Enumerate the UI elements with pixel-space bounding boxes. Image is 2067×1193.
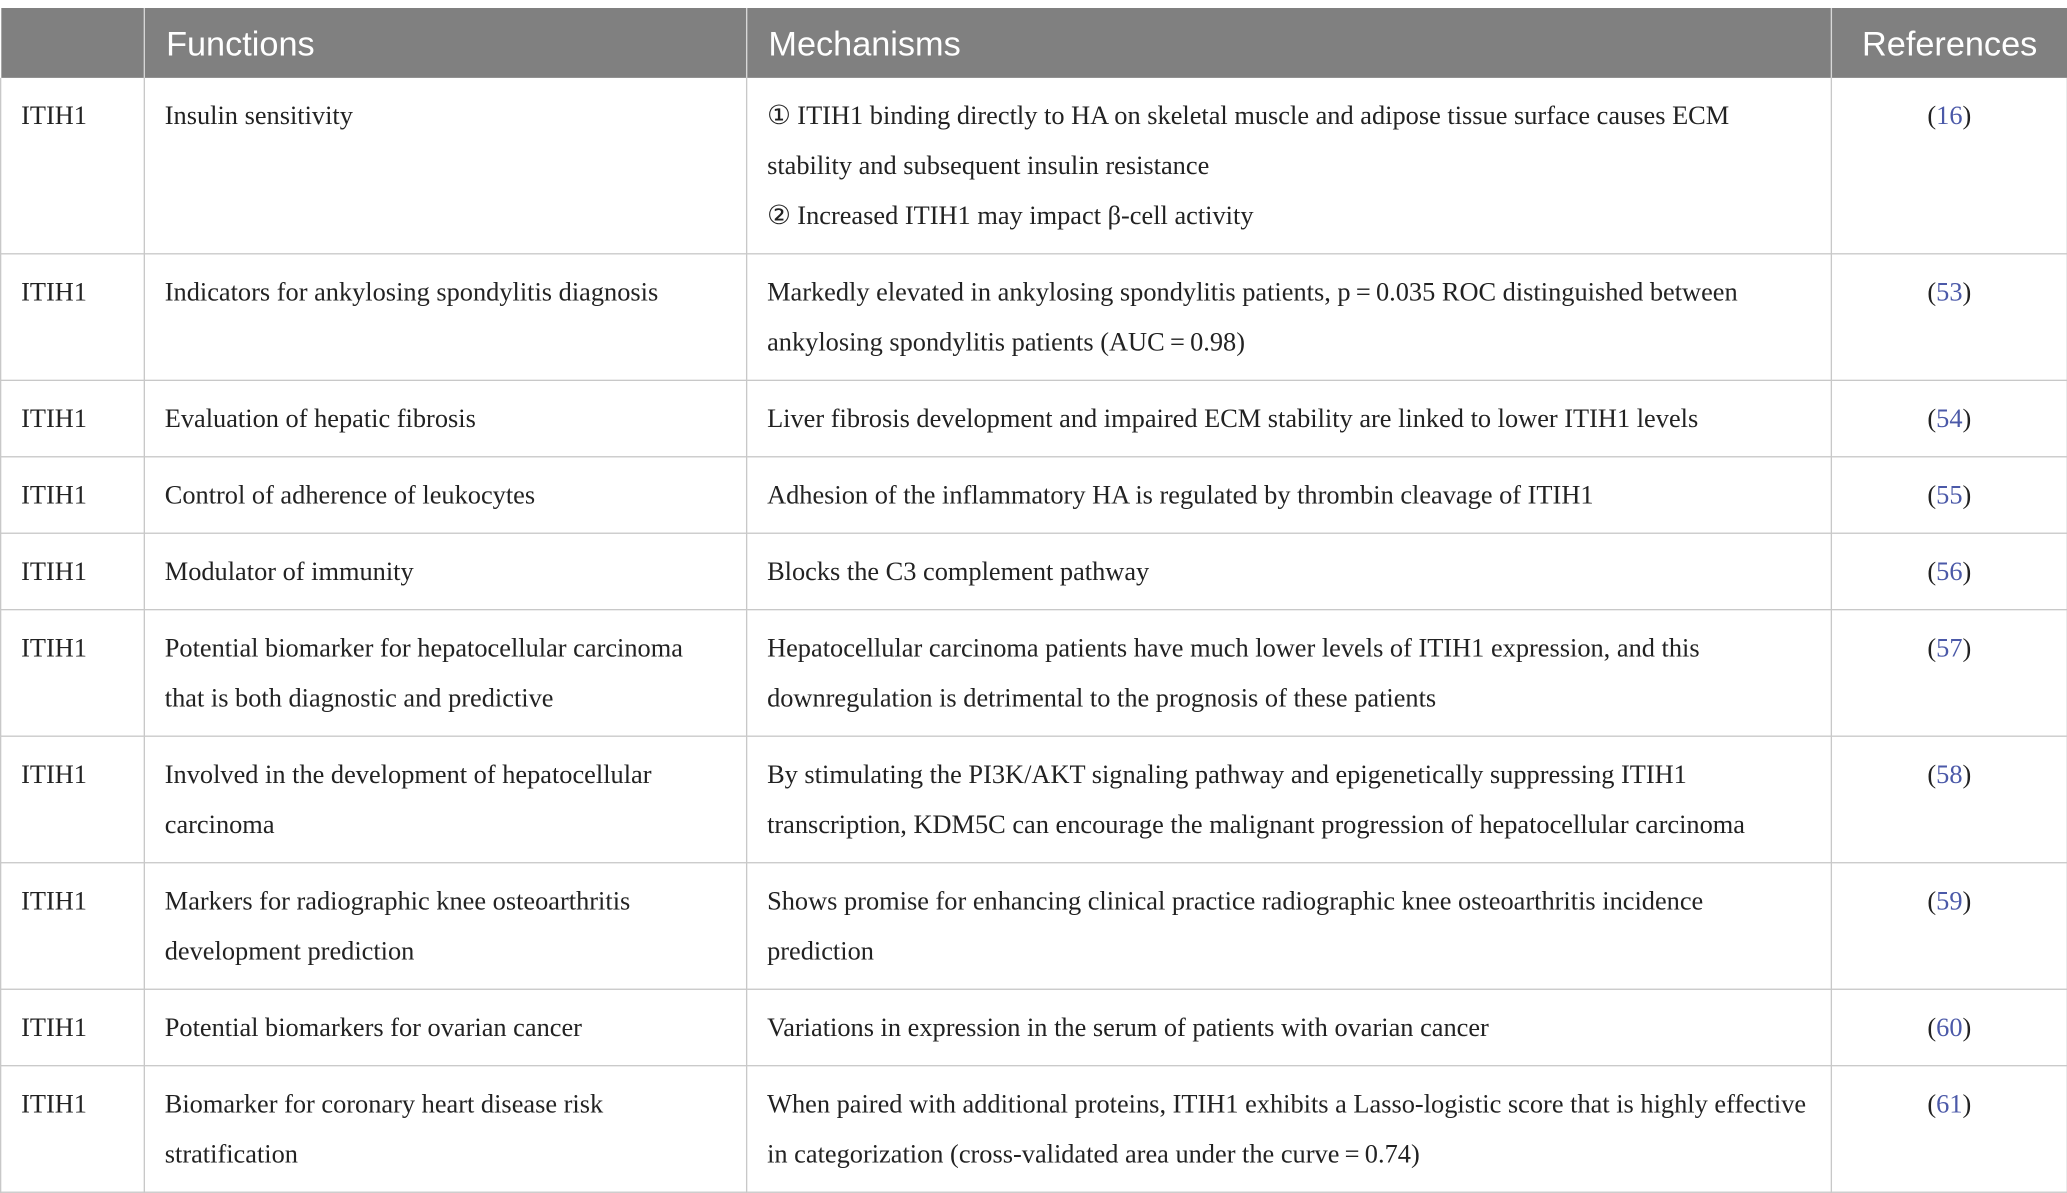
reference-cell: (60): [1831, 989, 2067, 1065]
reference-link[interactable]: 60: [1936, 1013, 1963, 1043]
reference-cell: (58): [1831, 736, 2067, 863]
mechanism-text: Hepatocellular carcinoma patients have much lower levels of ITIH1 expression, and this downregulation is detrimental to the prognosis of these patients: [767, 634, 1700, 714]
function-cell: Indicators for ankylosing spondylitis diagnosis: [144, 254, 746, 381]
reference-link[interactable]: 53: [1936, 278, 1963, 308]
mechanism-text: Shows promise for enhancing clinical practice radiographic knee osteoarthritis incidence prediction: [767, 887, 1704, 967]
header-gene: [1, 8, 145, 78]
function-cell: Involved in the development of hepatocellular carcinoma: [144, 736, 746, 863]
mechanism-text: Adhesion of the inflammatory HA is regulated by thrombin cleavage of ITIH1: [767, 481, 1594, 511]
mechanism-text: Variations in expression in the serum of patients with ovarian cancer: [767, 1013, 1489, 1043]
itih1-functions-table: [0, 8, 2067, 1193]
header-references: References: [1831, 8, 2067, 78]
mechanism-text: When paired with additional proteins, ITIH1 exhibits a Lasso-logistic score that is highly effective in categorization (cross-validated area under the curve = 0.74): [767, 1090, 1807, 1170]
reference-cell: (16): [1831, 78, 2067, 254]
gene-cell: ITIH1: [1, 78, 145, 254]
mechanism-text: By stimulating the PI3K/AKT signaling pathway and epigenetically suppressing ITIH1 transcription, KDM5C can encourage the malignant progression of hepatocellular carcinoma: [767, 760, 1745, 840]
table-row: [1, 610, 2067, 737]
reference-link[interactable]: 58: [1936, 760, 1963, 790]
mechanism-text: Markedly elevated in ankylosing spondylitis patients, p = 0.035 ROC distinguished between ankylosing spondylitis patients (AUC = 0.98): [767, 278, 1738, 358]
function-cell: Potential biomarker for hepatocellular carcinoma that is both diagnostic and predictive: [144, 610, 746, 737]
header-functions: Functions: [144, 8, 746, 78]
gene-cell: ITIH1: [1, 863, 145, 990]
mechanism-cell: [747, 610, 1832, 737]
reference-cell: (61): [1831, 1066, 2067, 1193]
reference-cell: (56): [1831, 533, 2067, 609]
gene-cell: ITIH1: [1, 610, 145, 737]
gene-cell: ITIH1: [1, 989, 145, 1065]
function-cell: Control of adherence of leukocytes: [144, 457, 746, 533]
reference-cell: (54): [1831, 380, 2067, 456]
mechanism-text: ① ITIH1 binding directly to HA on skeletal muscle and adipose tissue surface causes ECM stability and subsequent insulin resistance: [767, 101, 1730, 181]
mechanism-cell: [747, 78, 1832, 254]
mechanism-cell: [747, 989, 1832, 1065]
table-row: [1, 380, 2067, 456]
reference-cell: (55): [1831, 457, 2067, 533]
function-cell: Evaluation of hepatic fibrosis: [144, 380, 746, 456]
table-row: [1, 1066, 2067, 1193]
function-cell: Markers for radiographic knee osteoarthritis development prediction: [144, 863, 746, 990]
reference-link[interactable]: 59: [1936, 887, 1963, 917]
gene-cell: ITIH1: [1, 254, 145, 381]
function-cell: Insulin sensitivity: [144, 78, 746, 254]
mechanism-cell: [747, 863, 1832, 990]
reference-cell: (57): [1831, 610, 2067, 737]
mechanism-cell: [747, 1066, 1832, 1193]
mechanism-cell: [747, 736, 1832, 863]
reference-link[interactable]: 55: [1936, 481, 1963, 511]
mechanism-text: ② Increased ITIH1 may impact β-cell activity: [767, 201, 1254, 231]
function-cell: Potential biomarkers for ovarian cancer: [144, 989, 746, 1065]
mechanism-cell: [747, 533, 1832, 609]
reference-cell: (59): [1831, 863, 2067, 990]
function-cell: Modulator of immunity: [144, 533, 746, 609]
reference-link[interactable]: 54: [1936, 404, 1963, 434]
header-row: [1, 8, 2067, 78]
table-row: [1, 863, 2067, 990]
table-row: [1, 533, 2067, 609]
table-row: [1, 989, 2067, 1065]
reference-cell: (53): [1831, 254, 2067, 381]
table-body: [1, 78, 2067, 1192]
mechanism-text: Liver fibrosis development and impaired ECM stability are linked to lower ITIH1 levels: [767, 404, 1699, 434]
mechanism-cell: [747, 457, 1832, 533]
gene-cell: ITIH1: [1, 533, 145, 609]
gene-cell: ITIH1: [1, 380, 145, 456]
table-row: [1, 78, 2067, 254]
reference-link[interactable]: 61: [1936, 1090, 1963, 1120]
table-container: [0, 8, 2067, 1193]
gene-cell: ITIH1: [1, 457, 145, 533]
gene-cell: ITIH1: [1, 1066, 145, 1193]
mechanism-cell: [747, 380, 1832, 456]
table-row: [1, 457, 2067, 533]
reference-link[interactable]: 16: [1936, 101, 1963, 131]
mechanism-text: Blocks the C3 complement pathway: [767, 557, 1150, 587]
header-mechanisms: Mechanisms: [747, 8, 1832, 78]
mechanism-cell: [747, 254, 1832, 381]
reference-link[interactable]: 57: [1936, 634, 1963, 664]
table-row: [1, 254, 2067, 381]
table-row: [1, 736, 2067, 863]
function-cell: Biomarker for coronary heart disease risk stratification: [144, 1066, 746, 1193]
gene-cell: ITIH1: [1, 736, 145, 863]
reference-link[interactable]: 56: [1936, 557, 1963, 587]
